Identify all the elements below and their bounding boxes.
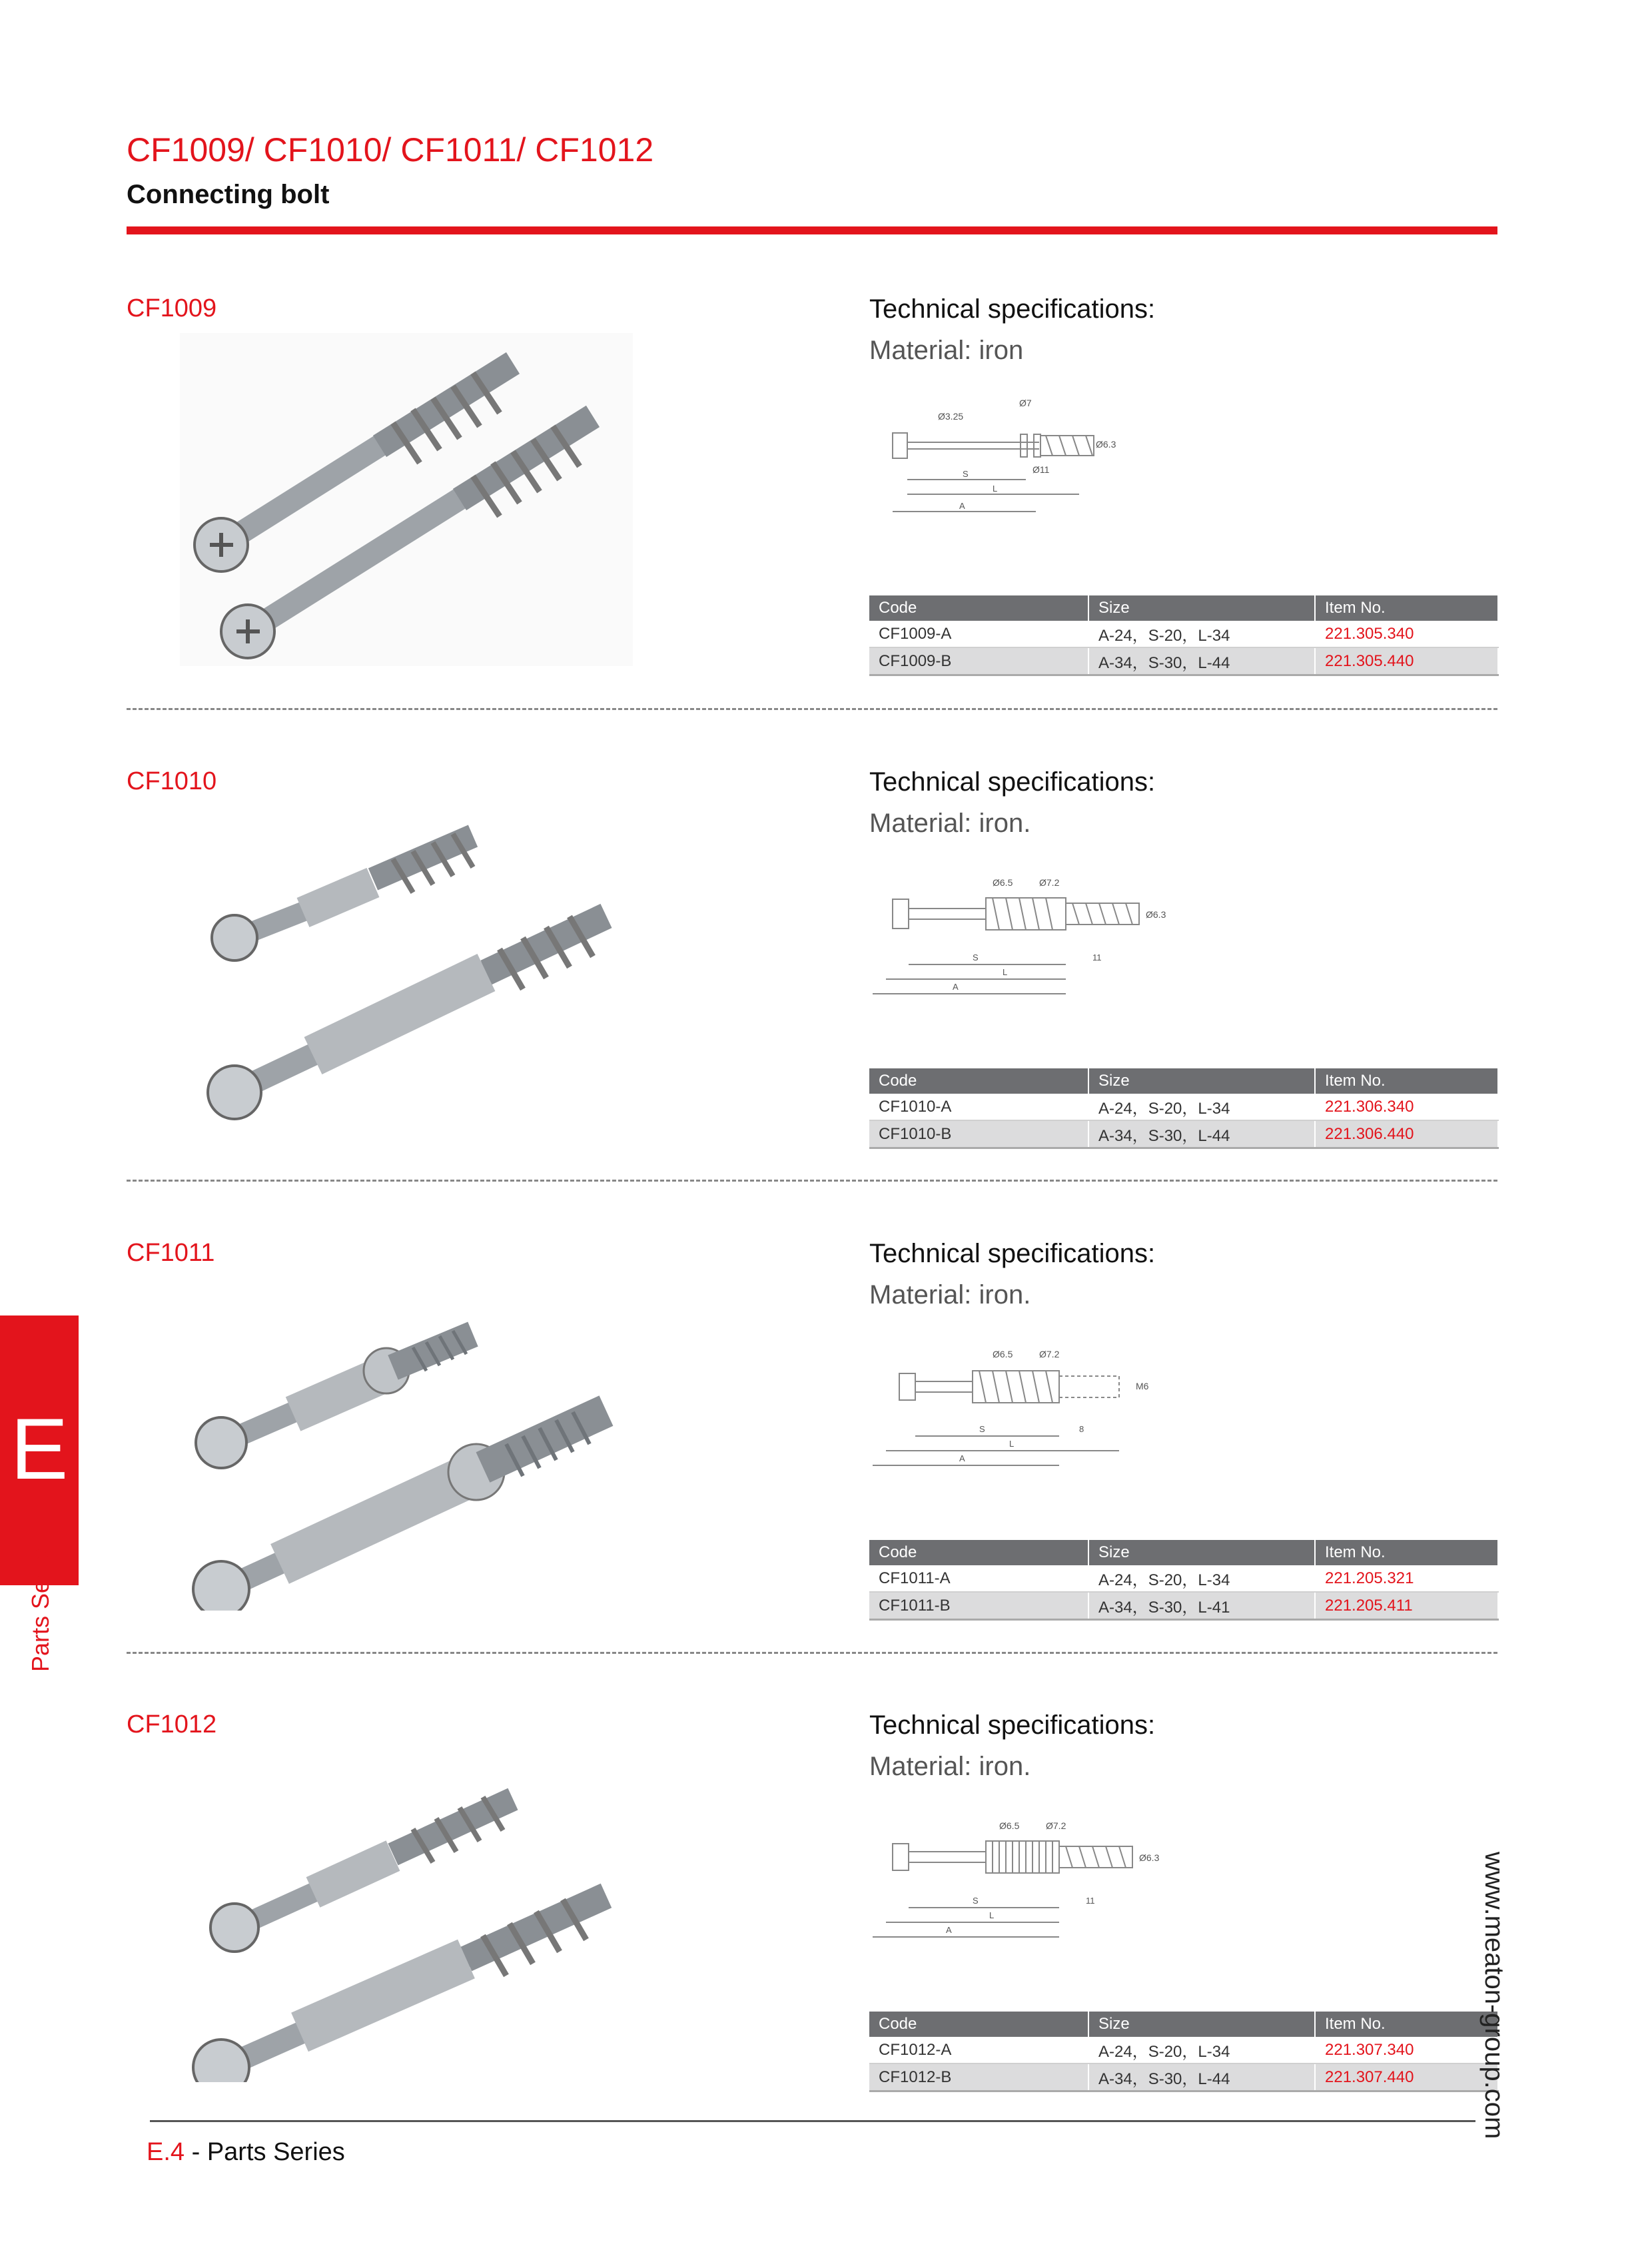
column-header-item: Item No. xyxy=(1315,1540,1498,1565)
technical-drawing xyxy=(866,1339,1186,1472)
section-divider xyxy=(127,1180,1497,1182)
drawing-label: Ø6.5 xyxy=(999,1820,1020,1831)
drawing-label: A xyxy=(959,501,965,511)
drawing-label: A xyxy=(959,1453,965,1463)
drawing-label: 8 xyxy=(1079,1424,1084,1434)
cell-item-no: 221.305.440 xyxy=(1315,647,1498,675)
cell-item-no: 221.205.321 xyxy=(1315,1565,1498,1592)
website-url: www.meaton-group.com xyxy=(1479,1852,1509,2139)
product-section-cf1011 xyxy=(0,1239,1652,1705)
cell-size: A-24，S-20，L-34 xyxy=(1088,1565,1315,1592)
drawing-label: Ø6.5 xyxy=(993,1349,1013,1359)
cell-code: CF1011-A xyxy=(869,1565,1088,1592)
table-row xyxy=(869,1565,1498,1592)
cell-size: A-24，S-20，L-34 xyxy=(1088,1094,1315,1120)
table-header-row xyxy=(869,2012,1498,2037)
cell-item-no: 221.305.340 xyxy=(1315,621,1498,647)
footer-divider xyxy=(150,2120,1475,2122)
product-section-cf1010 xyxy=(0,767,1652,1234)
column-header-code: Code xyxy=(869,1068,1088,1094)
technical-drawing xyxy=(866,1810,1186,1944)
material-text: Material: iron. xyxy=(869,1752,1031,1781)
drawing-label: 11 xyxy=(1092,952,1102,962)
technical-drawing xyxy=(866,394,1186,528)
cell-item-no: 221.306.440 xyxy=(1315,1120,1498,1148)
cell-code: CF1010-A xyxy=(869,1094,1088,1120)
column-header-code: Code xyxy=(869,2012,1088,2037)
cell-size: A-24，S-20，L-34 xyxy=(1088,621,1315,647)
column-header-size: Size xyxy=(1088,1540,1315,1565)
cell-size: A-24，S-20，L-34 xyxy=(1088,2037,1315,2063)
cell-size: A-34，S-30，L-44 xyxy=(1088,1120,1315,1148)
drawing-label: S xyxy=(973,1896,979,1906)
cell-code: CF1011-B xyxy=(869,1592,1088,1620)
bolt-long xyxy=(193,1411,606,1611)
bolt-short xyxy=(210,1797,513,1952)
cell-item-no: 221.205.411 xyxy=(1315,1592,1498,1620)
section-label: CF1011 xyxy=(127,1239,215,1267)
section-label: CF1009 xyxy=(127,294,217,322)
page-subtitle: Connecting bolt xyxy=(127,180,330,209)
technical-drawing xyxy=(866,867,1186,1000)
section-divider xyxy=(127,1652,1497,1654)
material-text: Material: iron. xyxy=(869,809,1031,838)
spec-heading: Technical specifications: xyxy=(869,1710,1156,1740)
column-header-code: Code xyxy=(869,595,1088,621)
drawing-label: Ø3.25 xyxy=(938,411,964,422)
footer-text: - Parts Series xyxy=(185,2138,345,2166)
drawing-label: S xyxy=(979,1424,985,1434)
drawing-label: L xyxy=(1009,1439,1015,1449)
drawing-label: Ø6.3 xyxy=(1146,909,1166,920)
column-header-item: Item No. xyxy=(1315,595,1498,621)
cell-size: A-34，S-30，L-44 xyxy=(1088,2063,1315,2091)
table-row xyxy=(869,1592,1498,1620)
section-label: CF1010 xyxy=(127,767,217,795)
drawing-label: L xyxy=(993,484,998,494)
drawing-label: Ø7.2 xyxy=(1039,877,1060,888)
side-section-label: Parts Series xyxy=(27,1541,54,1672)
column-header-size: Size xyxy=(1088,2012,1315,2037)
drawing-label: L xyxy=(989,1910,995,1920)
cell-item-no: 221.306.340 xyxy=(1315,1094,1498,1120)
bolt-photo xyxy=(180,806,633,1139)
spec-table xyxy=(869,1540,1499,1621)
table-header-row xyxy=(869,595,1498,621)
table-row xyxy=(869,2063,1498,2091)
column-header-code: Code xyxy=(869,1540,1088,1565)
material-text: Material: iron xyxy=(869,336,1024,365)
table-row xyxy=(869,621,1498,647)
cell-code: CF1010-B xyxy=(869,1120,1088,1148)
drawing-label: 11 xyxy=(1086,1896,1095,1906)
section-divider xyxy=(127,708,1497,710)
drawing-label: M6 xyxy=(1136,1381,1149,1391)
page-title: CF1009/ CF1010/ CF1011/ CF1012 xyxy=(127,131,654,169)
cell-size: A-34，S-30，L-41 xyxy=(1088,1592,1315,1620)
drawing-label: L xyxy=(1003,967,1008,977)
bolt-photo xyxy=(180,333,633,666)
bolt-photo xyxy=(180,1749,633,2082)
cell-size: A-34，S-30，L-44 xyxy=(1088,647,1315,675)
drawing-label: Ø6.3 xyxy=(1139,1852,1160,1863)
drawing-label: Ø7.2 xyxy=(1046,1820,1066,1831)
spec-heading: Technical specifications: xyxy=(869,767,1156,797)
spec-heading: Technical specifications: xyxy=(869,294,1156,324)
section-tab-letter: E xyxy=(10,1400,69,1497)
spec-table xyxy=(869,1068,1499,1149)
column-header-item: Item No. xyxy=(1315,2012,1498,2037)
column-header-item: Item No. xyxy=(1315,1068,1498,1094)
drawing-label: S xyxy=(973,952,979,962)
bolt-long xyxy=(208,916,606,1119)
header-divider xyxy=(127,226,1497,234)
drawing-label: S xyxy=(963,469,969,479)
table-row xyxy=(869,1094,1498,1120)
drawing-label: Ø6.3 xyxy=(1096,439,1116,450)
cell-code: CF1009-A xyxy=(869,621,1088,647)
cell-item-no: 221.307.340 xyxy=(1315,2037,1498,2063)
drawing-label: A xyxy=(953,982,959,992)
page-footer xyxy=(147,2138,345,2167)
drawing-label: Ø7.2 xyxy=(1039,1349,1060,1359)
page-number: E.4 xyxy=(147,2138,185,2166)
table-row xyxy=(869,647,1498,675)
cell-code: CF1012-A xyxy=(869,2037,1088,2063)
drawing-label: A xyxy=(946,1925,952,1935)
cell-code: CF1009-B xyxy=(869,647,1088,675)
product-section-cf1012 xyxy=(0,1710,1652,2177)
cell-item-no: 221.307.440 xyxy=(1315,2063,1498,2091)
drawing-label: Ø11 xyxy=(1032,464,1050,475)
table-header-row xyxy=(869,1068,1498,1094)
table-header-row xyxy=(869,1540,1498,1565)
bolt-photo xyxy=(180,1278,633,1611)
product-section-cf1009 xyxy=(0,294,1652,761)
bolt-short xyxy=(196,1331,473,1468)
bolt-short xyxy=(212,834,473,960)
drawing-label: Ø6.5 xyxy=(993,877,1013,888)
column-header-size: Size xyxy=(1088,595,1315,621)
drawing-label: Ø7 xyxy=(1019,398,1032,408)
spec-table xyxy=(869,2012,1499,2092)
column-header-size: Size xyxy=(1088,1068,1315,1094)
table-row xyxy=(869,1120,1498,1148)
table-row xyxy=(869,2037,1498,2063)
cell-code: CF1012-B xyxy=(869,2063,1088,2091)
material-text: Material: iron. xyxy=(869,1280,1031,1309)
section-label: CF1012 xyxy=(127,1710,217,1738)
spec-table xyxy=(869,595,1499,676)
spec-heading: Technical specifications: xyxy=(869,1239,1156,1268)
